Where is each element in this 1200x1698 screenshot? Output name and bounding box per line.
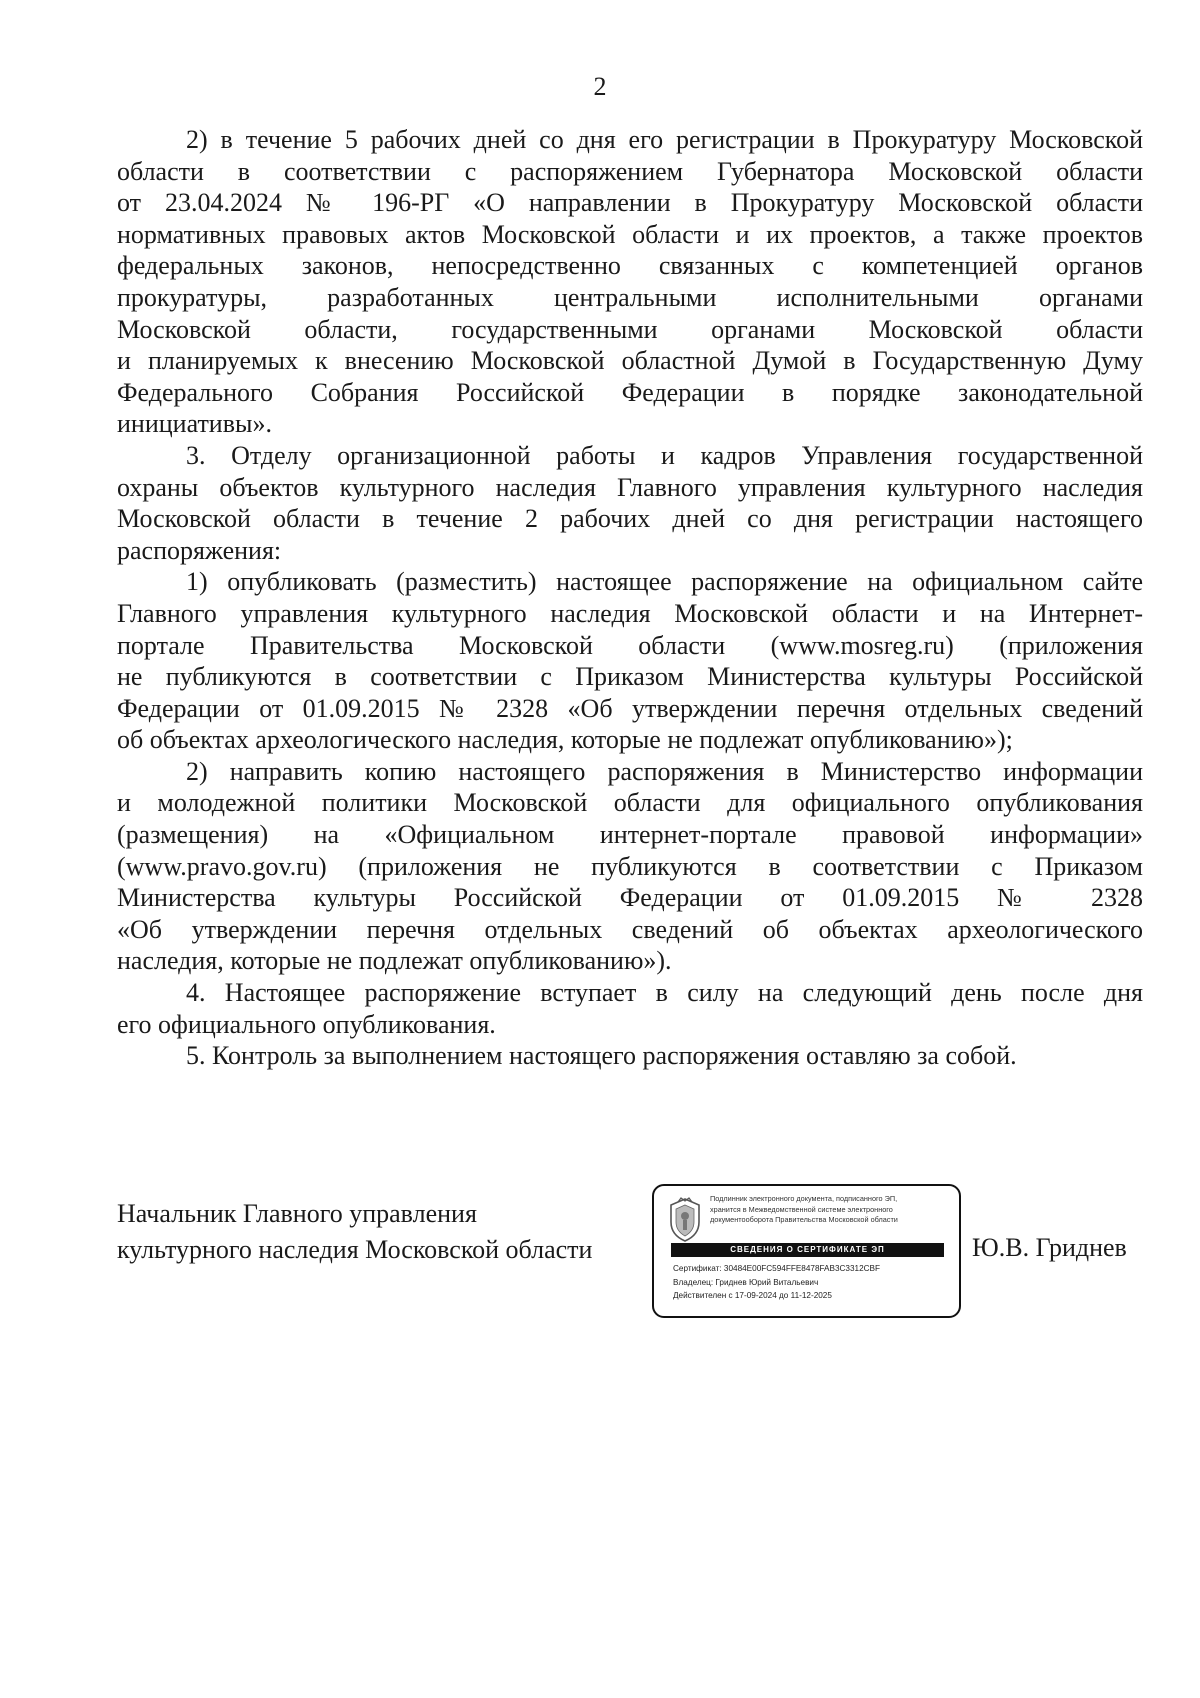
text-line: Московской области в течение 2 рабочих дней со дня регистрации настоящего [117,504,1143,534]
signatory-name: Ю.В. Гриднев [972,1233,1127,1262]
certificate-details [673,1262,953,1303]
text-line: Федерации от 01.09.2015 № 2328 «Об утверждении перечня отдельных сведений [117,693,1143,723]
text-line: Министерства культуры Российской Федерации от 01.09.2015 № 2328 [117,883,1143,913]
document-body [117,124,1143,1072]
text-line: прокуратуры, разработанных центральными исполнительными органами [117,282,1143,312]
text-line: 2) в течение 5 рабочих дней со дня его регистрации в Прокуратуру Московской [186,125,1143,154]
text-line: (www.pravo.gov.ru) (приложения не публикуются в соответствии с Приказом [117,851,1143,881]
text-line: его официального опубликования. [117,1009,496,1039]
signatory-title-line: культурного наследия Московской области [117,1235,593,1264]
text-line: Московской области, государственными органами Московской области [117,314,1143,344]
text-line: от 23.04.2024 № 196-РГ «О направлении в Прокуратуру Московской области [117,188,1143,218]
paragraph-4 [117,977,1143,1040]
text-line: об объектах археологического наследия, которые не подлежат опубликованию»); [117,725,1013,755]
text-line: 3. Отделу организационной работы и кадров Управления государственной [186,440,1143,470]
text-line: федеральных законов, непосредственно связанных с компетенцией органов [117,251,1143,281]
text-line: (размещения) на «Официальном интернет-портале правовой информации» [117,820,1143,850]
stamp-banner: СВЕДЕНИЯ О СЕРТИФИКАТЕ ЭП [671,1243,944,1257]
stamp-note-line: Подлинник электронного документа, подписанного ЭП, [710,1194,898,1203]
text-line: «Об утверждении перечня отдельных сведений об объектах археологического [117,914,1143,944]
text-line: 1) опубликовать (разместить) настоящее распоряжение на официальном сайте [186,567,1143,597]
signatory-title [117,1196,592,1268]
text-line: охраны объектов культурного наследия Главного управления культурного наследия [117,472,1143,502]
electronic-signature-stamp [652,1184,961,1318]
text-line: не публикуются в соответствии с Приказом Министерства культуры Российской [117,662,1143,692]
text-line: инициативы». [117,409,272,439]
text-line: и молодежной политики Московской области для официального опубликования [117,788,1143,818]
paragraph-5 [117,1040,1143,1072]
text-line: Федерального Собрания Российской Федерации в порядке законодательной [117,377,1143,407]
stamp-note-line: хранится в Межведомственной системе электронного [710,1204,893,1214]
paragraph-3 [117,440,1143,566]
text-line: 5. Контроль за выполнением настоящего распоряжения оставляю за собой. [186,1041,1017,1071]
text-line: области в соответствии с распоряжением Губернатора Московской области [117,156,1143,186]
paragraph-2-2 [117,124,1143,440]
paragraph-3-1 [117,566,1143,756]
text-line: портале Правительства Московской области (www.mosreg.ru) (приложения [117,630,1143,660]
stamp-note-line: документооборота Правительства Московской области [710,1215,898,1225]
paragraph-3-2 [117,756,1143,977]
text-line: нормативных правовых актов Московской области и их проектов, а также проектов [117,219,1143,249]
page-number: 2 [593,72,607,101]
certificate-validity: Действителен с 17-09-2024 до 11-12-2025 [673,1291,832,1301]
signatory-title-line: Начальник Главного управления [117,1199,477,1228]
stamp-note [710,1194,954,1226]
text-line: Главного управления культурного наследия Московской области и на Интернет- [117,598,1143,628]
certificate-number: Сертификат: 30484E00FC594FFE8478FAB3C3312CBF [673,1264,881,1273]
coat-of-arms-icon [666,1196,704,1244]
text-line: 4. Настоящее распоряжение вступает в силу на следующий день после дня [186,978,1143,1008]
text-line: распоряжения: [117,535,282,565]
text-line: наследия, которые не подлежат опубликованию»). [117,946,672,976]
text-line: и планируемых к внесению Московской областной Думой в Государственную Думу [117,346,1143,376]
certificate-owner: Владелец: Гриднев Юрий Витальевич [673,1277,819,1287]
text-line: 2) направить копию настоящего распоряжения в Министерство информации [186,756,1143,786]
